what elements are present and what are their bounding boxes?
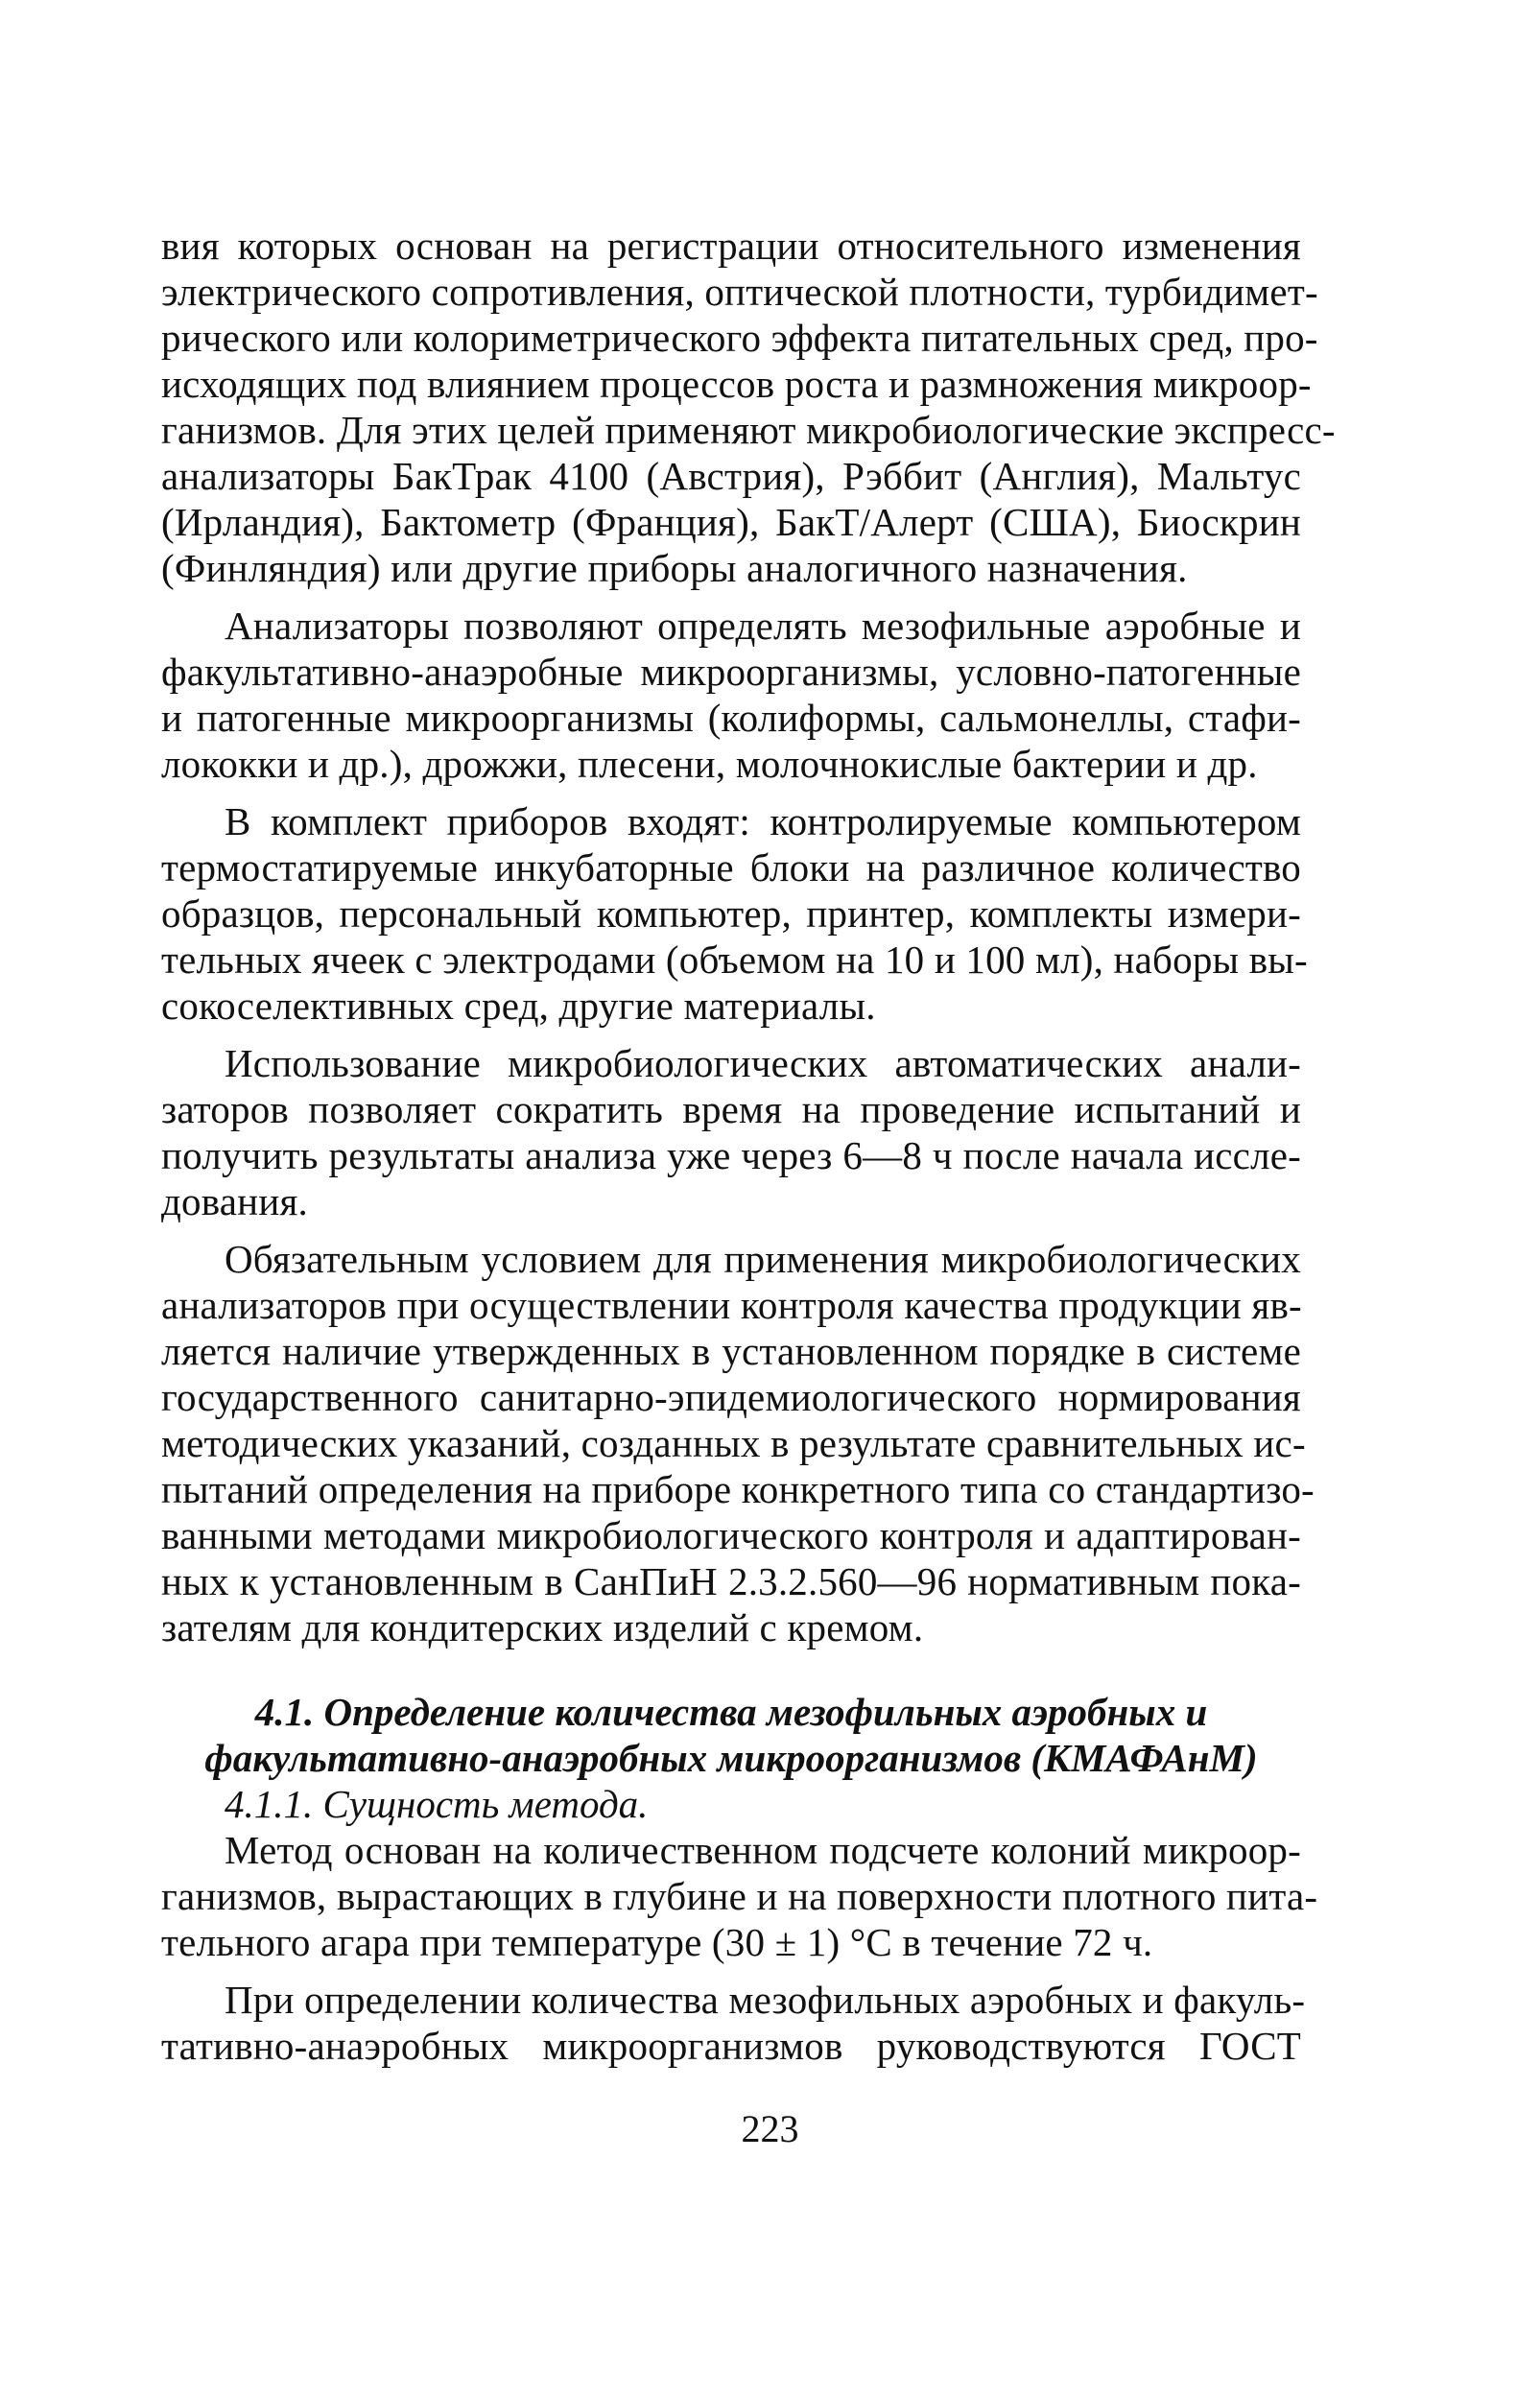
text-line: лококки и др.), дрожжи, плесени, молочнокислые бактерии и др. [161, 742, 1258, 786]
text-line: рического или колориметрического эффекта питательных сред, про- [161, 316, 1318, 360]
text-line: Обязательным условием для применения микробиологических [225, 1237, 1301, 1281]
text-line: государственного санитарно-эпидемиологического нормирования [161, 1375, 1301, 1419]
text-line: (Финляндия) или другие приборы аналогичного назначения. [161, 546, 1188, 590]
heading-line: факультативно-анаэробных микроорганизмов (КМАФАнМ) [204, 1736, 1258, 1780]
page-number: 223 [741, 2107, 799, 2150]
paragraph-gap [161, 1224, 1301, 1236]
paragraph-gap [161, 1029, 1301, 1040]
text-line: факультативно-анаэробные микроорганизмы, условно-патогенные [161, 650, 1301, 694]
text-line: тельного агара при температуре (30 ± 1) °С в течение 72 ч. [161, 1920, 1153, 1964]
paragraph [161, 1827, 1318, 1965]
text-line: исходящих под влиянием процессов роста и размножения микроор- [161, 362, 1312, 406]
text-line: зателям для кондитерских изделий с кремом. [161, 1605, 924, 1649]
text-line: (Ирландия), Бактометр (Франция), БакТ/Алерт (США), Биоскрин [161, 500, 1301, 544]
text-line: Использование микробиологических автоматических анали- [225, 1041, 1301, 1085]
text-line: Анализаторы позволяют определять мезофильные аэробные и [225, 604, 1301, 648]
text-line: тативно-анаэробных микроорганизмов руководствуются ГОСТ [161, 2024, 1301, 2068]
paragraph [161, 798, 1308, 1029]
text-line: образцов, персональный компьютер, принтер, комплекты измери- [161, 891, 1301, 936]
text-line: При определении количества мезофильных аэробных и факуль- [225, 1978, 1306, 2022]
text-line: ных к установленным в СанПиН 2.3.2.560—96 нормативным пока- [161, 1559, 1301, 1603]
text-line: ляется наличие утвержденных в установленном порядке в системе [161, 1329, 1301, 1373]
paragraph-gap [161, 591, 1301, 603]
paragraph-gap [161, 787, 1301, 798]
text-line: ванными методами микробиологического контроля и адаптирован- [161, 1513, 1301, 1557]
paragraph-gap [161, 1965, 1301, 1977]
text-line: методических указаний, созданных в результате сравнительных ис- [161, 1421, 1306, 1465]
text-line: анализаторов при осуществлении контроля качества продукции яв- [161, 1283, 1302, 1327]
section-gap [161, 1650, 1301, 1689]
text-line: сокоселективных сред, другие материалы. [161, 984, 876, 1028]
text-line: и патогенные микроорганизмы (колиформы, сальмонеллы, стафи- [161, 696, 1301, 740]
text-line: получить результаты анализа уже через 6—8 ч после начала иссле- [161, 1133, 1301, 1177]
page-body [161, 223, 1336, 2069]
text-line: пытаний определения на приборе конкретного типа со стандартизо- [161, 1467, 1315, 1511]
paragraph [161, 1977, 1306, 2069]
text-line: ганизмов, вырастающих в глубине и на поверхности плотного пита- [161, 1874, 1318, 1918]
text-line: Метод основан на количественном подсчете колоний микроор- [225, 1828, 1301, 1872]
subsection-heading: 4.1.1. Сущность метода. [225, 1782, 649, 1826]
text-line: термостатируемые инкубаторные блоки на различное количество [161, 845, 1301, 890]
text-line: заторов позволяет сократить время на проведение испытаний и [161, 1087, 1301, 1131]
text-line: вия которых основан на регистрации относительного изменения [161, 224, 1301, 268]
paragraph [161, 223, 1336, 591]
text-line: анализаторы БакТрак 4100 (Австрия), Рэббит (Англия), Мальтус [161, 454, 1301, 498]
text-line: В комплект приборов входят: контролируемые компьютером [225, 799, 1301, 843]
text-line: электрического сопротивления, оптической плотности, турбидимет- [161, 270, 1318, 314]
text-line: ганизмов. Для этих целей применяют микробиологические экспресс- [161, 408, 1336, 452]
text-line: тельных ячеек с электродами (объемом на 10 и 100 мл), наборы вы- [161, 937, 1308, 982]
text-line: дования. [161, 1179, 308, 1223]
paragraph [161, 1236, 1315, 1650]
paragraph [161, 1040, 1301, 1224]
paragraph [161, 603, 1301, 787]
heading-line: 4.1. Определение количества мезофильных аэробных и [254, 1690, 1208, 1734]
section-heading [161, 1689, 1301, 1781]
